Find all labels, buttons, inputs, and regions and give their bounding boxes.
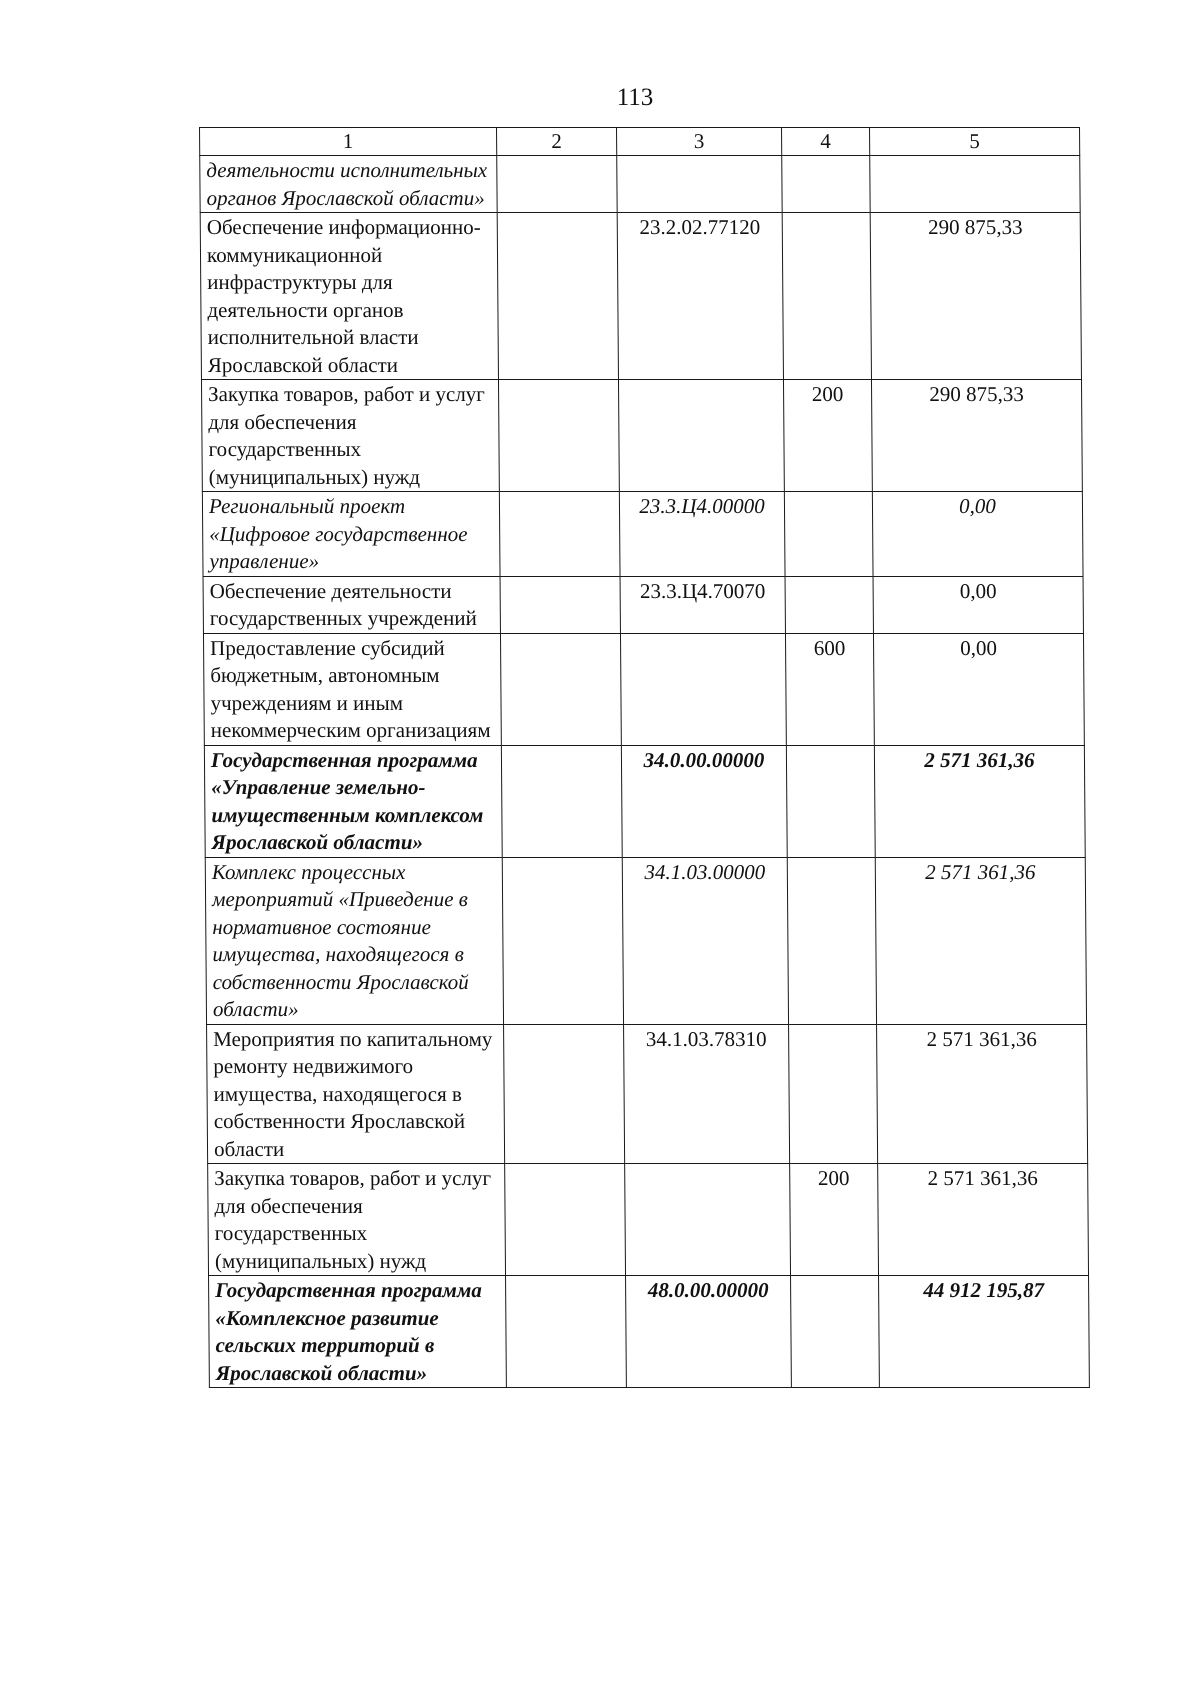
row-code-cell: 23.3.Ц4.00000 <box>619 492 785 577</box>
row-name-cell: Закупка товаров, работ и услуг для обеспечения государственных (муниципальных) нужд <box>201 380 499 492</box>
row-code-cell: 23.3.Ц4.70070 <box>620 576 785 633</box>
row-sum-cell: 2 571 361,36 <box>877 1024 1088 1164</box>
column-header: 5 <box>870 128 1080 156</box>
row-name-cell: Комплекс процессных мероприятий «Приведение в нормативное состояние имущества, находящегося в собственности Ярославской области» <box>205 857 503 1024</box>
row-type-cell: 200 <box>790 1164 879 1276</box>
row-sum-cell: 0,00 <box>872 492 1083 577</box>
row-sum-cell: 290 875,33 <box>870 213 1081 380</box>
row-sum-cell: 0,00 <box>873 633 1084 745</box>
column-header: 2 <box>497 128 617 156</box>
row-col2-cell <box>506 1276 627 1388</box>
row-sum-cell: 2 571 361,36 <box>875 857 1086 1024</box>
row-code-cell <box>617 156 782 213</box>
table-row <box>200 213 1081 380</box>
row-col2-cell <box>499 492 620 577</box>
table-row <box>209 1276 1090 1388</box>
row-name-cell: Предоставление субсидий бюджетным, автономным учреждениям и иным некоммерческим организациям <box>203 633 501 745</box>
row-code-cell: 34.1.03.00000 <box>622 857 788 1024</box>
row-name-cell: Государственная программа «Комплексное развитие сельских территорий в Ярославской области» <box>209 1276 507 1388</box>
row-type-cell: 600 <box>785 633 874 745</box>
row-name-cell: Закупка товаров, работ и услуг для обеспечения государственных (муниципальных) нужд <box>208 1164 506 1276</box>
column-header: 3 <box>617 128 782 156</box>
table-row <box>200 156 1080 213</box>
row-name-cell: Обеспечение информационно-коммуникационной инфраструктуры для деятельности органов исполнительной власти Ярославской области <box>200 213 498 380</box>
row-code-cell: 23.2.02.77120 <box>617 213 783 380</box>
row-col2-cell <box>497 213 618 380</box>
row-col2-cell <box>500 576 620 633</box>
row-col2-cell <box>505 1164 626 1276</box>
row-code-cell: 34.0.00.00000 <box>621 745 787 857</box>
table-row <box>207 1024 1088 1164</box>
row-code-cell: 48.0.00.00000 <box>626 1276 792 1388</box>
row-code-cell <box>625 1164 791 1276</box>
table-row <box>208 1164 1089 1276</box>
row-type-cell <box>787 857 876 1024</box>
table-row <box>204 745 1085 857</box>
table-row <box>203 633 1084 745</box>
row-sum-cell <box>870 156 1080 213</box>
row-col2-cell <box>497 156 617 213</box>
row-sum-cell: 2 571 361,36 <box>874 745 1085 857</box>
row-type-cell <box>784 492 873 577</box>
row-name-cell: Обеспечение деятельности государственных учреждений <box>203 576 500 633</box>
row-name-cell: Государственная программа «Управление земельно-имущественным комплексом Ярославской области» <box>204 745 502 857</box>
row-code-cell <box>618 380 784 492</box>
page-number: 113 <box>616 84 654 111</box>
row-type-cell <box>785 576 873 633</box>
row-type-cell <box>786 745 875 857</box>
row-type-cell: 200 <box>783 380 872 492</box>
row-col2-cell <box>498 380 619 492</box>
row-name-cell: Региональный проект «Цифровое государственное управление» <box>202 492 500 577</box>
row-col2-cell <box>502 857 623 1024</box>
table-row <box>201 380 1082 492</box>
table-header-row <box>200 128 1080 156</box>
row-sum-cell: 44 912 195,87 <box>879 1276 1090 1388</box>
row-name-cell: Мероприятия по капитальному ремонту недвижимого имущества, находящегося в собственности Ярославской области <box>207 1024 505 1164</box>
column-header: 4 <box>782 128 870 156</box>
row-sum-cell: 2 571 361,36 <box>878 1164 1089 1276</box>
row-type-cell <box>782 213 871 380</box>
row-col2-cell <box>504 1024 625 1164</box>
row-col2-cell <box>500 633 621 745</box>
row-code-cell: 34.1.03.78310 <box>624 1024 790 1164</box>
row-sum-cell: 0,00 <box>873 576 1083 633</box>
row-type-cell <box>791 1276 880 1388</box>
table-row <box>202 492 1083 577</box>
budget-table <box>199 127 1090 1388</box>
row-name-cell: деятельности исполнительных органов Ярославской области» <box>200 156 497 213</box>
table-row <box>205 857 1086 1024</box>
table-body <box>200 156 1090 1388</box>
table-row <box>203 576 1083 633</box>
column-header: 1 <box>200 128 497 156</box>
row-type-cell <box>789 1024 878 1164</box>
row-type-cell <box>782 156 870 213</box>
row-code-cell <box>620 633 786 745</box>
row-sum-cell: 290 875,33 <box>871 380 1082 492</box>
row-col2-cell <box>501 745 622 857</box>
